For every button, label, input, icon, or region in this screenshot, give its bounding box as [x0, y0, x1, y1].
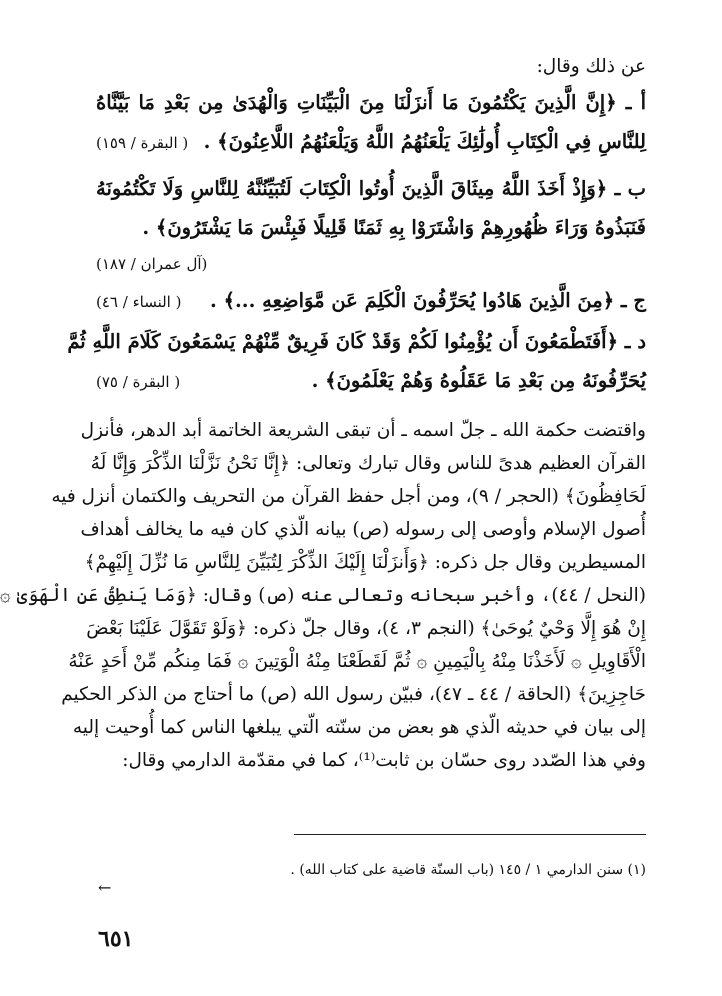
- footnote-divider: [294, 834, 646, 835]
- verse-a-line-2: لِلنَّاسِ فِي الْكِتَابِ أُولَٰئِكَ يَلْعَنُهُمُ اللَّهُ وَيَلْعَنُهُمُ اللَّاعِنُونَ﴾ .: [203, 130, 646, 153]
- verse-d-reference: ( البقرة / ٧٥): [96, 373, 181, 391]
- body-line-10: إلى بيان في حديثه الّذي هو بعض من سنّته الّتي يبلغها الناس كما أُوحيت إليه: [72, 717, 646, 738]
- main-text: [0, 50, 646, 777]
- verse-d-line-1: د ـ ﴿أَفَتَطْمَعُونَ أَن يُؤْمِنُوا لَكُمْ وَقَدْ كَانَ فَرِيقٌ مِّنْهُمْ يَسْمَعُونَ كَلَامَ اللَّهِ ثُمَّ: [67, 330, 646, 353]
- verse-d-line-2-row: [96, 361, 646, 402]
- spacer: [96, 402, 646, 414]
- verse-c-reference: ( النساء / ٤٦): [96, 293, 182, 311]
- verse-c-row: [96, 281, 646, 322]
- body-line-1: واقتضت حكمة الله ـ جلّ اسمه ـ أن تبقى الشريعة الخاتمة أبد الدهر، فأنزل: [80, 420, 646, 441]
- page-number: ٦٥١: [98, 926, 134, 952]
- verse-b-reference: (آل عمران / ١٨٧): [96, 255, 208, 273]
- verse-a-line-1: أ ـ ﴿إِنَّ الَّذِينَ يَكْتُمُونَ مَا أَنزَلْنَا مِنَ الْبَيِّنَاتِ وَالْهُدَىٰ مِن بَعْدِ مَا بَيَّنَّاهُ: [96, 91, 646, 114]
- body-line-3: لَحَافِظُونَ﴾ (الحجر / ٩)، ومن أجل حفظ القرآن من التحريف والكتمان أنزل فيه: [51, 486, 646, 507]
- verse-c-line-1: ج ـ ﴿مِنَ الَّذِينَ هَادُوا يُحَرِّفُونَ الْكَلِمَ عَن مَّوَاضِعِهِ ...﴾ .: [210, 289, 646, 312]
- body-line-5: المسيطرين وقال جل ذكره: ﴿وَأَنزَلْنَا إِلَيْكَ الذِّكْرَ لِتُبَيِّنَ لِلنَّاسِ مَا نُزِّلَ إِلَيْهِمْ﴾: [84, 552, 646, 573]
- body-line-9: حَاجِزِينَ﴾ (الحاقة / ٤٤ ـ ٤٧)، فبيّن رسول الله (ص) ما أحتاج من الذكر الحكيم: [61, 684, 646, 705]
- body-line-2: القرآن العظيم هدىً للناس وقال تبارك وتعالى: ﴿إِنَّا نَحْنُ نَزَّلْنَا الذِّكْرَ وَإِنَّا لَهُ: [90, 453, 646, 474]
- body-line-11: وفي هذا الصّدد روى حسّان بن ثابت⁽¹⁾، كما في مقدّمة الدارمي وقال:: [122, 750, 646, 771]
- body-line-7: إِنْ هُوَ إِلَّا وَحْيٌ يُوحَىٰ﴾ (النجم ٣، ٤)، وقال جلّ ذكره: ﴿وَلَوْ تَقَوَّلَ عَلَيْنَا بَعْضَ: [86, 618, 646, 639]
- verse-a-reference: ( البقرة / ١٥٩): [96, 134, 189, 152]
- verse-d-line-2: يُحَرِّفُونَهُ مِن بَعْدِ مَا عَقَلُوهُ وَهُمْ يَعْلَمُونَ﴾ .: [311, 369, 646, 392]
- body-line-8: الْأَقَاوِيلِ ۞ لَأَخَذْنَا مِنْهُ بِالْيَمِينِ ۞ ثُمَّ لَقَطَعْنَا مِنْهُ الْوَتِينَ ۞ فَمَا مِنكُم مِّنْ أَحَدٍ عَنْهُ: [68, 651, 646, 672]
- verse-b-line-2: فَنَبَذُوهُ وَرَاءَ ظُهُورِهِمْ وَاشْتَرَوْا بِهِ ثَمَنًا قَلِيلًا فَبِئْسَ مَا يَشْتَرُونَ﴾ .: [142, 216, 646, 239]
- footnote: (١) سنن الدارمي ١ / ١٤٥ (باب السنّة قاضية على كتاب الله) .: [290, 862, 646, 878]
- intro-line: عن ذلك وقال:: [536, 56, 646, 77]
- verse-b-line-1: ب ـ ﴿وَإِذْ أَخَذَ اللَّهُ مِيثَاقَ الَّذِينَ أُوتُوا الْكِتَابَ لَتُبَيِّنُنَّهُ لِلنَّاسِ وَلَا تَكْتُمُونَهُ: [96, 177, 646, 200]
- verse-a-line-2-row: [96, 122, 646, 163]
- body-line-6: (النحل / ٤٤)، وأخبر سبحانه وتعالى عنه (ص) وقال: ﴿وَمَا يَنطِقُ عَنِ الْهَوَىٰ ۞: [0, 585, 646, 606]
- body-line-4: أُصول الإسلام وأوصى إلى رسوله (ص) بيانه الّذي كان فيه ما يخالف أهداف: [80, 519, 646, 540]
- continuation-arrow-icon: ←: [98, 878, 112, 897]
